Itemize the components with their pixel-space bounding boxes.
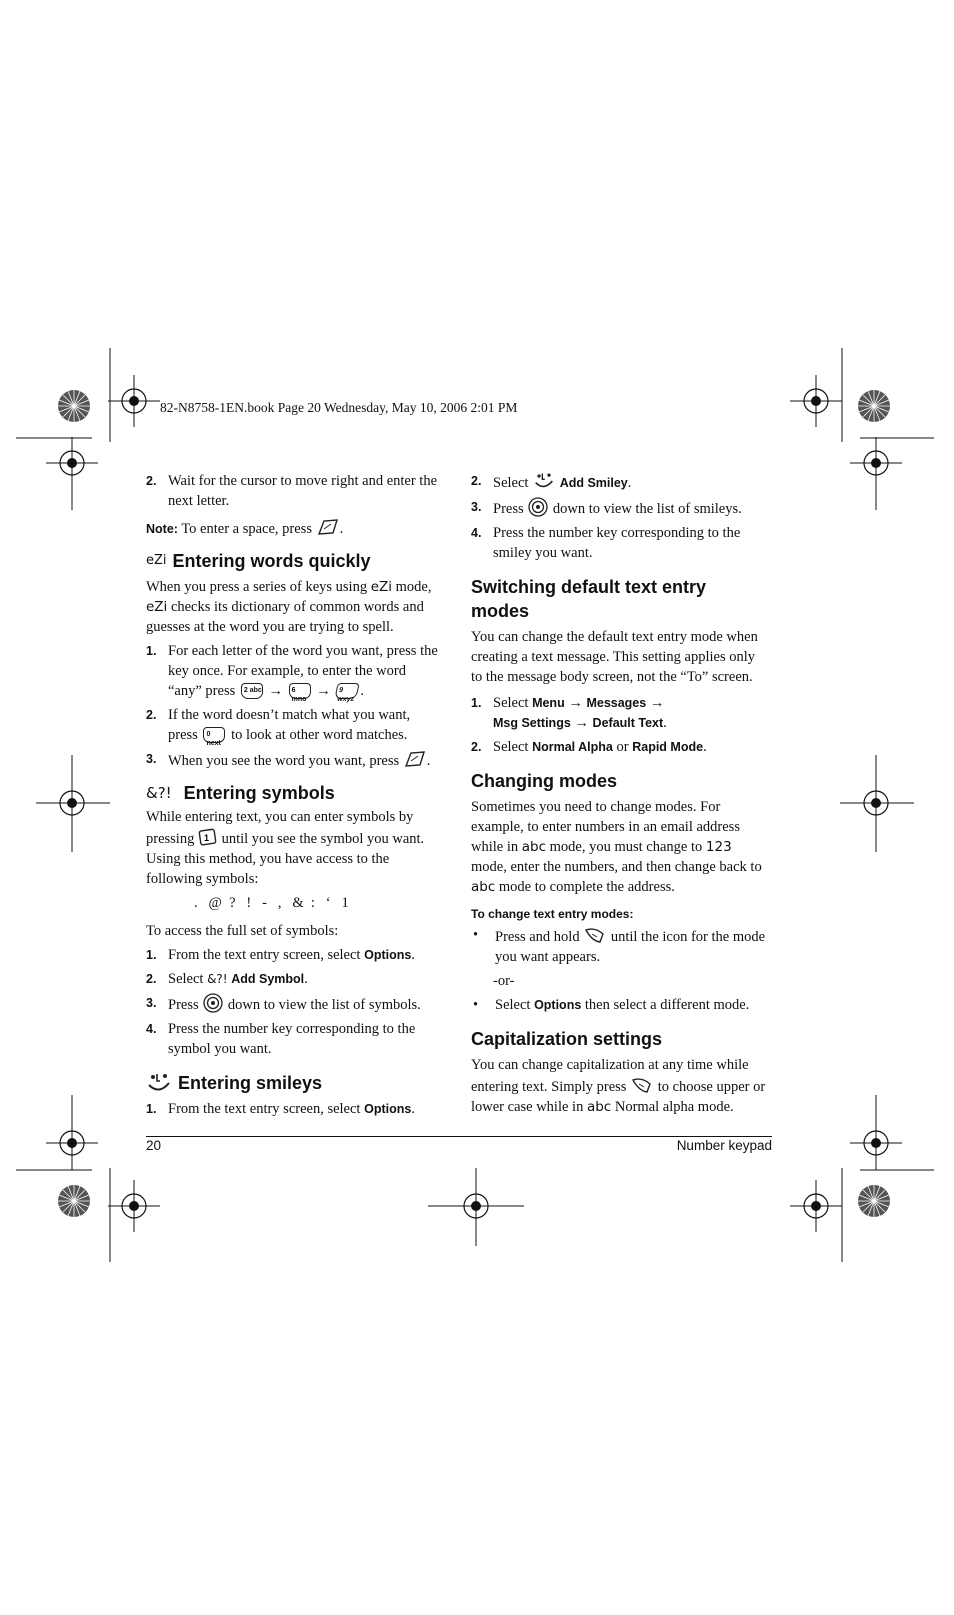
subheading: To change text entry modes: bbox=[471, 907, 634, 921]
navigation-key-icon bbox=[527, 497, 549, 517]
key-9-icon: 9 wxyz bbox=[335, 683, 360, 699]
mode-key-icon bbox=[630, 1075, 654, 1095]
bullet-item: • Select Options then select a different mode. bbox=[473, 997, 750, 1013]
step-item: 2. Wait for the cursor to move right and enter the next letter. bbox=[146, 473, 438, 509]
svg-text:1: 1 bbox=[203, 833, 209, 843]
bullet-item: • Press and hold until the icon for the mode you want appears. bbox=[473, 927, 766, 965]
section-heading-ezi: eZi Entering words quickly bbox=[146, 551, 371, 571]
book-header: 82-N8758-1EN.book Page 20 Wednesday, May 10, 2006 2:01 PM bbox=[160, 400, 518, 415]
smiley-icon bbox=[532, 471, 556, 491]
abc-mode-icon: abc bbox=[521, 839, 547, 855]
ezi-mode-icon: eZi bbox=[146, 599, 168, 615]
navigation-key-icon bbox=[202, 993, 224, 1013]
page-number: 20 bbox=[146, 1138, 162, 1153]
symbol-mode-icon: &?! bbox=[207, 972, 228, 986]
step-item: 1. From the text entry screen, select Options. bbox=[146, 947, 415, 963]
left-column bbox=[146, 471, 442, 1119]
step-item: 4. Press the number key corresponding to the symbol you want. bbox=[146, 1021, 416, 1057]
paragraph: You can change capitalization at any time while entering text. Simply press to choose upper or lower case while in abc Normal alpha mode. bbox=[471, 1057, 766, 1115]
step-item: 1. Select Menu → Messages → Msg Settings → Default Text. bbox=[471, 695, 667, 731]
step-item: 2. Select Normal Alpha or Rapid Mode. bbox=[471, 739, 707, 755]
smiley-icon bbox=[146, 1071, 172, 1095]
space-key-icon bbox=[403, 749, 427, 769]
paragraph: You can change the default text entry mode when creating a text message. This setting applies only to the message body screen, not the “To” screen. bbox=[471, 629, 758, 685]
ezi-mode-icon: eZi bbox=[146, 553, 167, 568]
paragraph: To access the full set of symbols: bbox=[146, 923, 339, 939]
section-heading-smileys: Entering smileys bbox=[146, 1071, 442, 1095]
footer-rule bbox=[146, 1136, 772, 1137]
key-0-icon: 0 next bbox=[203, 727, 225, 743]
paragraph: Sometimes you need to change modes. For example, to enter numbers in an email address while in abc mode, you must change to 123 mode, enter the numbers, and then change back to abc mode to complete the address. bbox=[471, 799, 762, 895]
paragraph: When you press a series of keys using eZi mode, eZi checks its dictionary of common words and guesses at the word you are trying to spell. bbox=[146, 579, 432, 635]
step-item: 1. For each letter of the word you want, press the key once. For example, to enter the word “any” press 2 abc → 6 mno → 9 wxyz . bbox=[146, 643, 438, 703]
paragraph: While entering text, you can enter symbols by pressing 1 until you see the symbol you want. Using this method, you have access to the following symbols: bbox=[146, 809, 425, 887]
step-item: 3. When you see the word you want, press . bbox=[146, 749, 442, 771]
ezi-mode-icon: eZi bbox=[370, 579, 393, 595]
section-heading-capitalization: Capitalization settings bbox=[471, 1029, 663, 1049]
abc-mode-icon: abc bbox=[471, 879, 496, 895]
or-separator: -or- bbox=[493, 973, 515, 989]
key-2-icon: 2 abc bbox=[241, 683, 263, 699]
mode-key-icon bbox=[583, 925, 607, 945]
abc-mode-icon: abc bbox=[586, 1099, 612, 1115]
step-item: 2. If the word doesn’t match what you want, press 0 next to look at other word matches. bbox=[146, 707, 411, 747]
section-name: Number keypad bbox=[676, 1138, 772, 1153]
step-item: 2. Select &?! Add Symbol. bbox=[146, 971, 308, 987]
step-item: 3. Press down to view the list of smileys. bbox=[471, 497, 767, 519]
symbol-mode-icon: &?! bbox=[146, 784, 172, 802]
note: Note: To enter a space, press . bbox=[146, 517, 442, 539]
right-column bbox=[471, 471, 767, 1117]
step-item: 2. Select Add Smiley. bbox=[471, 471, 767, 493]
step-item: 1. From the text entry screen, select Options. bbox=[146, 1101, 415, 1117]
123-mode-icon: 123 bbox=[705, 839, 732, 855]
symbol-list: . @ ? ! - , & : ‘ 1 bbox=[194, 895, 349, 911]
section-heading-switching: Switching default text entry modes bbox=[471, 577, 707, 621]
section-heading-symbols: &?! Entering symbols bbox=[146, 783, 335, 803]
step-item: 3. Press down to view the list of symbols. bbox=[146, 993, 442, 1015]
key-6-icon: 6 mno bbox=[289, 683, 311, 699]
key-1-icon bbox=[198, 827, 218, 847]
section-heading-changing: Changing modes bbox=[471, 771, 618, 791]
step-item: 4. Press the number key corresponding to the smiley you want. bbox=[471, 525, 741, 561]
space-key-icon bbox=[316, 517, 340, 537]
